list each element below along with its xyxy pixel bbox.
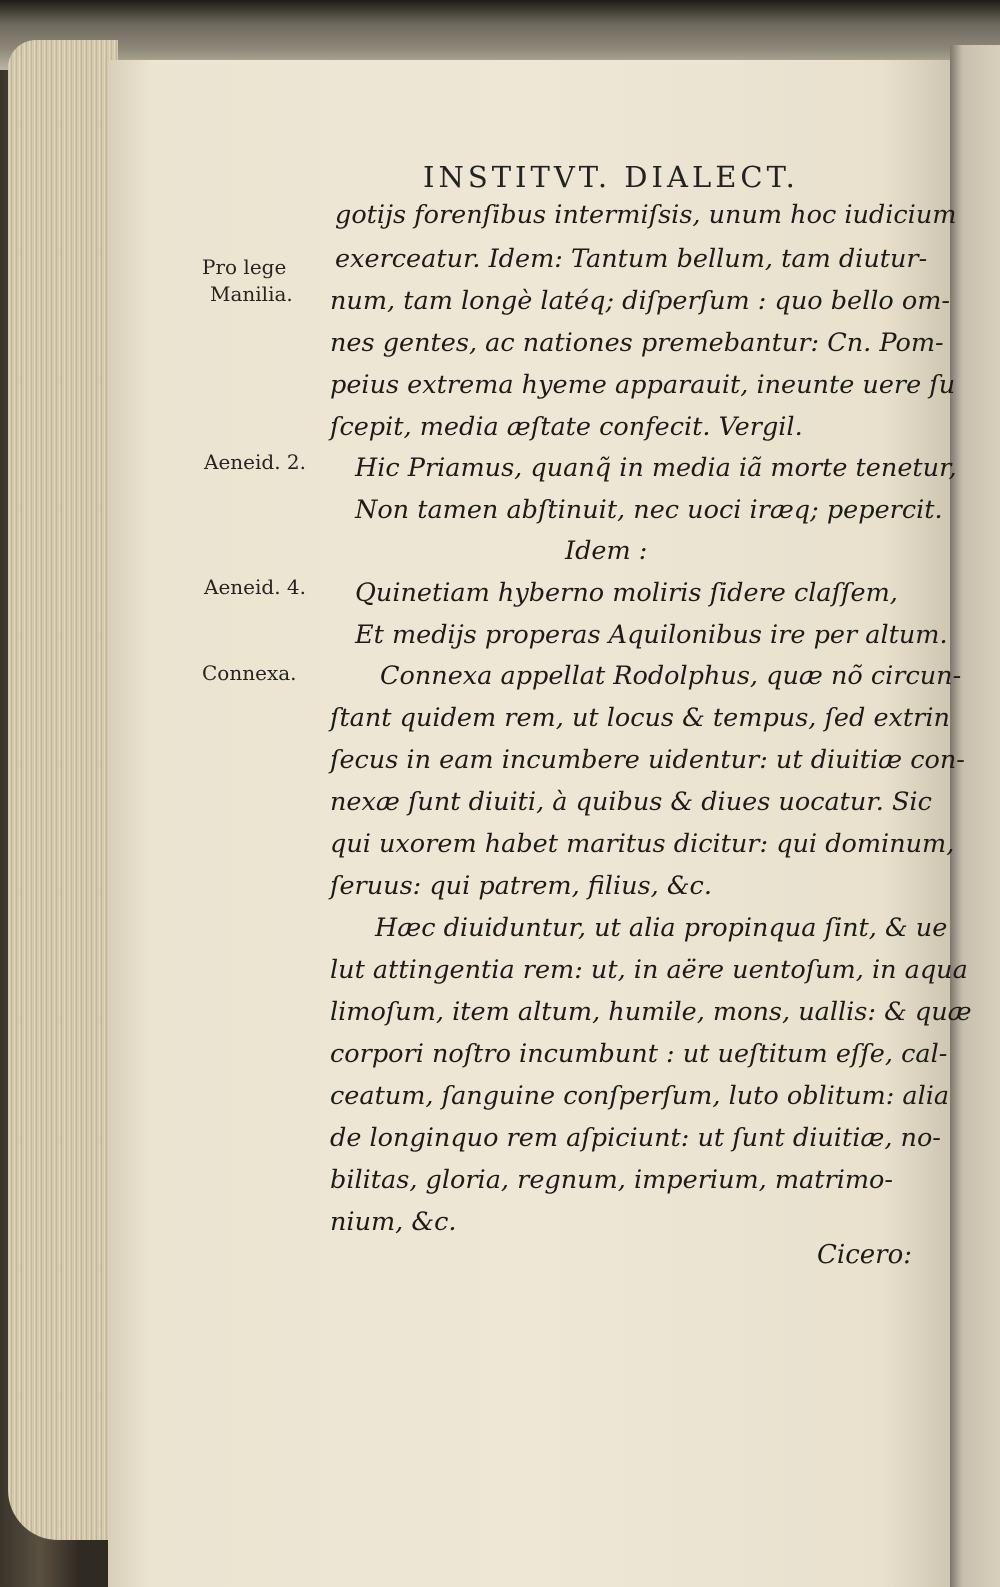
text-line: nium, &c. [330,1207,457,1237]
verse-heading: Idem : [565,536,648,566]
text-line: ſecus in eam incumbere uidentur: ut diuitiæ con- [330,745,965,775]
margin-note-aeneid-4: Aeneid. 4. [204,575,306,599]
margin-note-aeneid-2: Aeneid. 2. [204,450,306,474]
page-edges-stack [8,40,118,1540]
text-line: num, tam longè latéq; diſperſum : quo bello om- [330,286,951,316]
verse-line: Hic Priamus, quanq̃ in media iã morte tenetur, [355,453,957,483]
text-line: peius extrema hyeme apparauit, ineunte uere ſu [330,370,956,400]
verse-line: Quinetiam hyberno moliris ſidere claſſem, [355,578,898,608]
text-line: limoſum, item altum, humile, mons, uallis: & quæ [330,997,972,1027]
text-line: Hæc diuiduntur, ut alia propinqua ſint, & ue [375,913,948,943]
text-line: corpori noſtro incumbunt : ut ueſtitum eſſe, cal- [330,1039,948,1069]
text-line: de longinquo rem aſpiciunt: ut ſunt diuitiæ, no- [330,1123,941,1153]
facing-page-edge [950,45,1000,1587]
text-line: ceatum, ſanguine conſperſum, luto oblitum: alia [330,1081,950,1111]
text-line: nes gentes, ac nationes premebantur: Cn. Pom- [330,328,944,358]
margin-note-connexa: Connexa. [202,661,297,685]
margin-note-manilia: Manilia. [210,282,293,306]
verse-line: Et medijs properas Aquilonibus ire per altum. [355,620,948,650]
text-line: ſeruus: qui patrem, filius, &c. [330,871,712,901]
text-line: ſtant quidem rem, ut locus & tempus, ſed extrin [330,703,950,733]
text-line: nexæ ſunt diuiti, à quibus & diues uocatur. Sic [330,787,932,817]
margin-note-pro-lege: Pro lege [202,255,287,279]
text-line: ſcepit, media æſtate confecit. Vergil. [330,412,803,442]
text-line: bilitas, gloria, regnum, imperium, matrimo- [330,1165,894,1195]
text-line: Connexa appellat Rodolphus, quæ nõ circun- [380,661,962,691]
book-page [108,60,972,1587]
text-line: exerceatur. Idem: Tantum bellum, tam diutur- [335,244,928,274]
text-line: gotijs forenſibus intermiſsis, unum hoc iudicium [335,200,957,230]
running-header: INSTITVT. DIALECT. [423,160,799,194]
text-line: lut attingentia rem: ut, in aëre uentoſum, in aqua [330,955,968,985]
catchword: Cicero: [817,1240,912,1270]
verse-line: Non tamen abſtinuit, nec uoci iræq; pepercit. [355,495,943,525]
text-line: qui uxorem habet maritus dicitur: qui dominum, [330,829,955,859]
